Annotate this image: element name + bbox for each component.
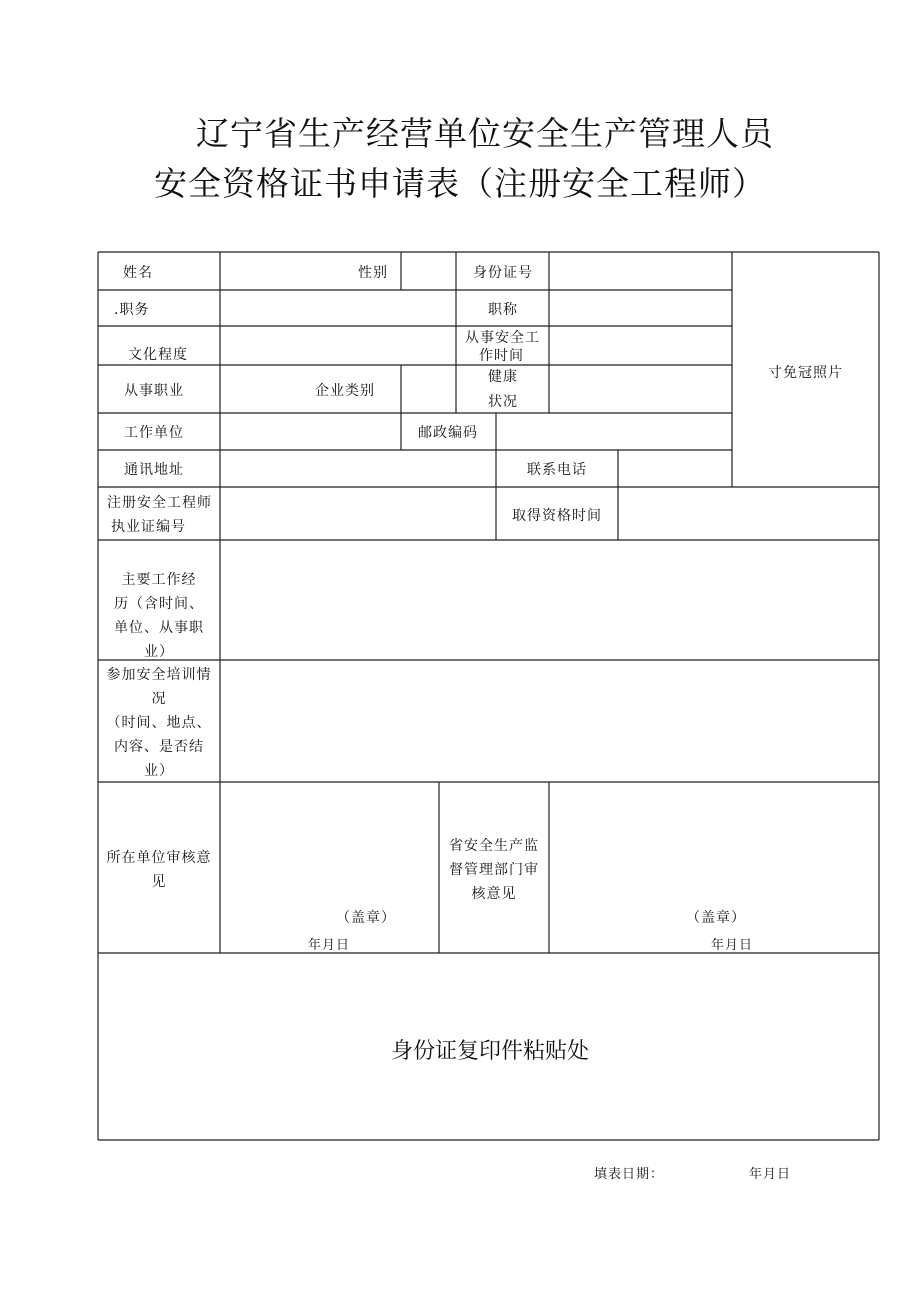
qualify-time-label: 取得资格时间 <box>512 508 602 524</box>
reg-no-label-line2: 执业证编号 <box>111 519 186 535</box>
training-label-line1: 参加安全培训情 <box>106 667 212 683</box>
phone-label: 联系电话 <box>527 462 587 478</box>
training-label-line3: （时间、地点、 <box>106 715 212 731</box>
experience-label-line3: 单位、从事职 <box>114 620 204 636</box>
seal-left: （盖章） <box>336 910 396 926</box>
training-label <box>98 663 220 783</box>
experience-label-line1: 主要工作经 <box>121 572 197 588</box>
unit-review-label-line2: 见 <box>151 874 167 890</box>
fill-date-value: 年月日 <box>749 1167 792 1182</box>
province-review-label-line2: 督管理部门审 <box>449 862 539 878</box>
position-label: .职务 <box>114 302 150 318</box>
name-label: 姓名 <box>123 265 153 281</box>
health-label-line2: 状况 <box>488 394 518 410</box>
address-label: 通讯地址 <box>124 462 184 478</box>
gender-label: 性别 <box>358 265 388 281</box>
date-right: 年月日 <box>711 938 754 953</box>
work-unit-label: 工作单位 <box>124 425 184 441</box>
reg-no-label-line1: 注册安全工程师 <box>107 495 212 511</box>
safety-work-time-label-line1: 从事安全工 <box>465 330 540 346</box>
form-title-line1: 辽宁省生产经营单位安全生产管理人员 <box>196 114 774 153</box>
experience-label-line4: 业） <box>144 644 174 660</box>
job-title-label: 职称 <box>488 302 518 318</box>
postal-code-label: 邮政编码 <box>418 425 478 441</box>
fill-date-label: 填表日期： <box>594 1167 665 1182</box>
form-title-line2: 安全资格证书申请表（注册安全工程师） <box>154 164 766 203</box>
date-left: 年月日 <box>308 938 351 953</box>
unit-review-label <box>98 846 220 894</box>
province-review-label-line3: 核意见 <box>471 886 517 902</box>
photo-area-label: 寸免冠照片 <box>768 365 843 381</box>
training-label-line5: 业） <box>144 763 174 779</box>
unit-review-label-line1: 所在单位审核意 <box>106 850 212 866</box>
experience-label <box>98 568 220 664</box>
id-number-label: 身份证号 <box>473 265 533 281</box>
occupation-label: 从事职业 <box>124 383 184 399</box>
training-label-line2: 况 <box>151 691 167 707</box>
health-label-line1: 健康 <box>488 369 518 385</box>
safety-work-time-label-line2: 作时间 <box>479 348 524 364</box>
seal-right: （盖章） <box>686 910 746 926</box>
id-copy-paste-area: 身份证复印件粘贴处 <box>390 1039 589 1064</box>
education-label: 文化程度 <box>128 347 188 363</box>
enterprise-type-label: 企业类别 <box>315 383 375 399</box>
experience-label-line2: 历（含时间、 <box>114 596 204 612</box>
province-review-label <box>439 834 549 906</box>
province-review-label-line1: 省安全生产监 <box>449 838 539 854</box>
training-label-line4: 内容、是否结 <box>114 739 204 755</box>
